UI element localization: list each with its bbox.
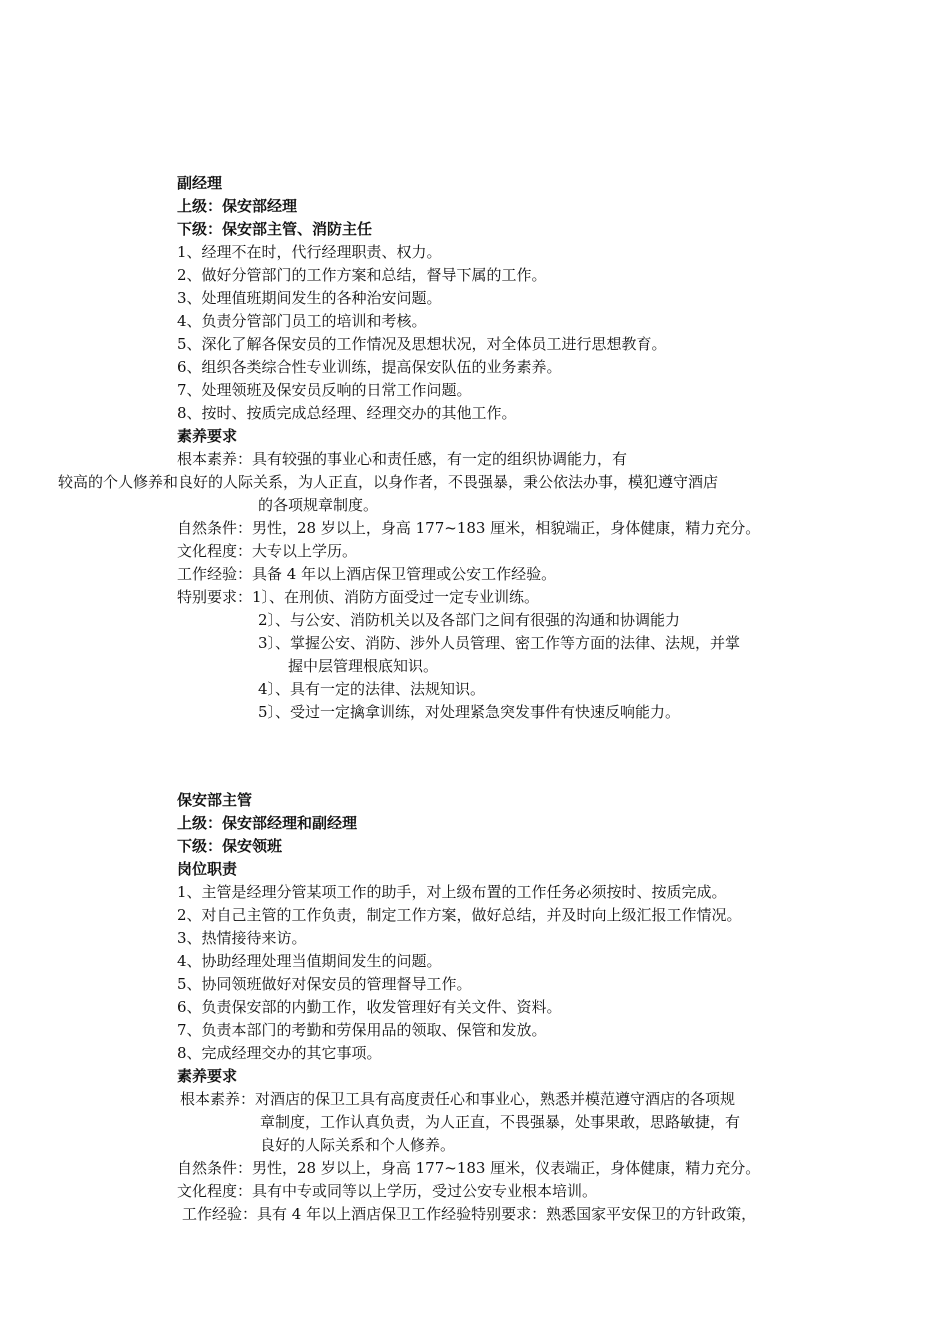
subordinate-line: 下级：保安部主管、消防主任: [177, 220, 373, 238]
duty-item: 7、处理领班及保安员反响的日常工作问题。: [177, 381, 472, 399]
duty-item: 3、处理值班期间发生的各种治安问题。: [177, 289, 442, 307]
basic-quality-line: 章制度，工作认真负责，为人正直，不畏强暴，处事果敢，思路敏捷，有: [260, 1113, 741, 1131]
basic-quality-line: 的各项规章制度。: [258, 496, 379, 514]
section-title-deputy-manager: 副经理: [177, 174, 223, 192]
basic-quality-line: 根本素养：具有较强的事业心和责任感，有一定的组织协调能力，有: [177, 450, 628, 468]
requirements-heading: 素养要求: [177, 427, 238, 445]
duty-item: 6、负责保安部的内勤工作，收发管理好有关文件、资料。: [177, 998, 562, 1016]
duty-item: 4、负责分管部门员工的培训和考核。: [177, 312, 427, 330]
natural-conditions: 自然条件：男性，28 岁以上，身高 177~183 厘米，相貌端正，身体健康，精力充分。: [177, 519, 761, 537]
basic-quality-line: 根本素养：对酒店的保卫工具有高度责任心和事业心，熟悉并模范遵守酒店的各项规: [180, 1090, 736, 1108]
education-level: 文化程度：具有中专或同等以上学历，受过公安专业根本培训。: [177, 1182, 598, 1200]
duty-item: 8、完成经理交办的其它事项。: [177, 1044, 382, 1062]
duties-heading: 岗位职责: [177, 860, 238, 878]
requirements-heading: 素养要求: [177, 1067, 238, 1085]
work-experience: 工作经验：具有 4 年以上酒店保卫工作经验特别要求：熟悉国家平安保卫的方针政策，: [182, 1205, 757, 1223]
education-level: 文化程度：大专以上学历。: [177, 542, 358, 560]
duty-item: 4、协助经理处理当值期间发生的问题。: [177, 952, 442, 970]
duty-item: 1、经理不在时，代行经理职责、权力。: [177, 243, 442, 261]
superior-line: 上级：保安部经理和副经理: [177, 814, 358, 832]
duty-item: 1、主管是经理分管某项工作的助手，对上级布置的工作任务必须按时、按质完成。: [177, 883, 727, 901]
special-requirement: 5〕、受过一定擒拿训练，对处理紧急突发事件有快速反响能力。: [258, 703, 681, 721]
duty-item: 5、协同领班做好对保安员的管理督导工作。: [177, 975, 472, 993]
duty-item: 2、做好分管部门的工作方案和总结，督导下属的工作。: [177, 266, 547, 284]
subordinate-line: 下级：保安领班: [177, 837, 283, 855]
special-requirement: 4〕、具有一定的法律、法规知识。: [258, 680, 486, 698]
work-experience: 工作经验：具备 4 年以上酒店保卫管理或公安工作经验。: [177, 565, 557, 583]
basic-quality-line: 较高的个人修养和良好的人际关系，为人正直，以身作者，不畏强暴，秉公依法办事，模犯遵守酒店: [58, 473, 719, 491]
duty-item: 2、对自己主管的工作负责，制定工作方案，做好总结，并及时向上级汇报工作情况。: [177, 906, 742, 924]
duty-item: 6、组织各类综合性专业训练，提高保安队伍的业务素养。: [177, 358, 562, 376]
special-requirement: 2〕、与公安、消防机关以及各部门之间有很强的沟通和协调能力: [258, 611, 681, 629]
duty-item: 7、负责本部门的考勤和劳保用品的领取、保管和发放。: [177, 1021, 547, 1039]
duty-item: 8、按时、按质完成总经理、经理交办的其他工作。: [177, 404, 517, 422]
natural-conditions: 自然条件：男性，28 岁以上，身高 177~183 厘米，仪表端正，身体健康，精力充分。: [177, 1159, 761, 1177]
special-requirement: 握中层管理根底知识。: [288, 657, 439, 675]
section-title-security-supervisor: 保安部主管: [177, 791, 253, 809]
duty-item: 3、热情接待来访。: [177, 929, 307, 947]
special-requirement: 3〕、掌握公安、消防、涉外人员管理、密工作等方面的法律、法规，并掌: [258, 634, 741, 652]
basic-quality-line: 良好的人际关系和个人修养。: [260, 1136, 456, 1154]
special-requirement: 特别要求：1〕、在刑侦、消防方面受过一定专业训练。: [177, 588, 540, 606]
superior-line: 上级：保安部经理: [177, 197, 298, 215]
duty-item: 5、深化了解各保安员的工作情况及思想状况，对全体员工进行思想教育。: [177, 335, 667, 353]
